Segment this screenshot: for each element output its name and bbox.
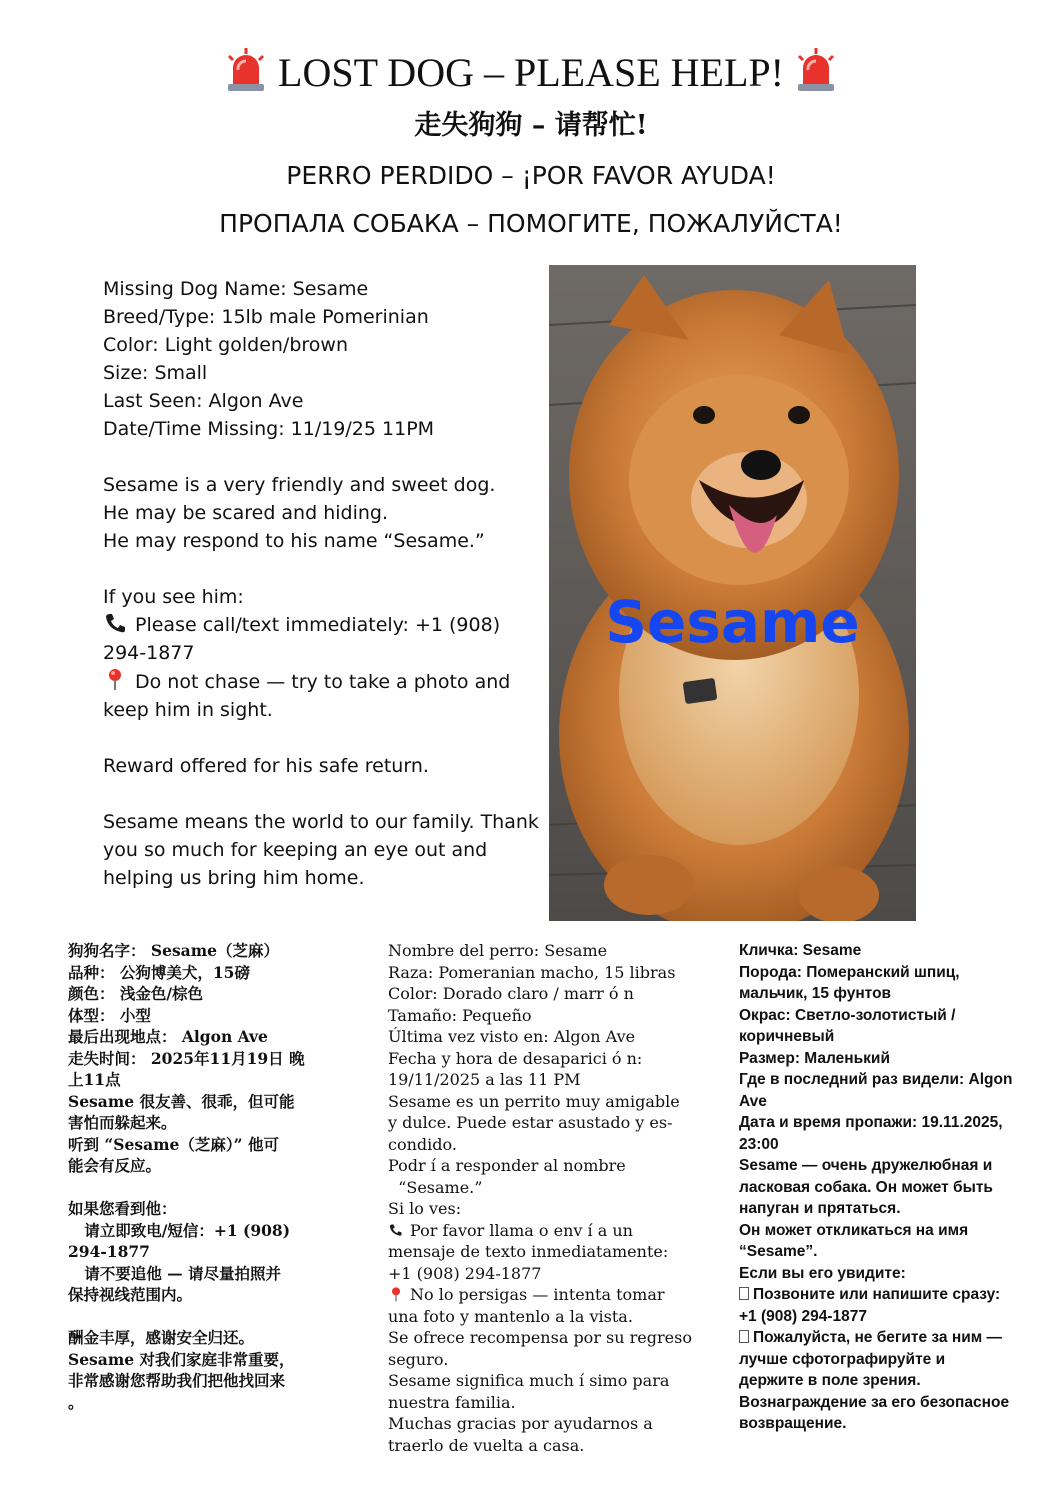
text-line: mensaje de texto inmediatamente: (388, 1242, 669, 1261)
if-you-see-him: If you see him: (103, 586, 244, 608)
text-line: +1 (908) 294-1877 (739, 1307, 867, 1325)
text-line: Если вы его увидите: (739, 1264, 906, 1282)
text-line: 非常感谢您帮助我们把他找回来 (68, 1371, 286, 1390)
text-line: Sesame 很友善、很乖，但可能 (68, 1091, 295, 1111)
text-line: Размер: Маленький (739, 1049, 890, 1067)
text-line: 狗狗名字： Sesame（芝麻） (68, 941, 279, 960)
text-line: Nombre del perro: Sesame (388, 941, 608, 960)
text-line: коричневый (739, 1028, 835, 1045)
text-line: Вознаграждение за его безопасное (739, 1393, 1010, 1411)
text-line: 19/11/2025 a las 11 PM (388, 1070, 581, 1089)
dog-photo (549, 265, 916, 921)
chase-instruction: Do not chase — try to take a photo and keep him in sight. (103, 667, 543, 724)
text-line: Sesame 对我们家庭非常重要， (68, 1349, 295, 1369)
text-line: напуган и прятаться. (739, 1200, 901, 1217)
text-line: 走失时间： 2025年11月19日 晚 (68, 1048, 305, 1068)
text-line: Ave (739, 1092, 767, 1110)
siren-icon (224, 46, 268, 92)
chinese-column (68, 940, 330, 1413)
dog-color: Color: Light golden/brown (103, 334, 348, 356)
description-line: He may be scared and hiding. (103, 502, 388, 524)
title-zh: 走失狗狗 – 请帮忙! (414, 110, 648, 141)
title-ru: ПРОПАЛА СОБАКА – ПОМОГИТЕ, ПОЖАЛУЙСТА! (219, 209, 843, 238)
dog-size: Size: Small (103, 362, 208, 384)
english-details (103, 275, 543, 892)
text-line: Por favor llama o env í a un (388, 1220, 708, 1242)
text-line: Última vez visto en: Algon Ave (388, 1027, 636, 1046)
text-line: “Sesame”. (739, 1243, 818, 1260)
text-line: Где в последний раз видели: Algon (739, 1071, 1013, 1088)
text-line: Он может откликаться на имя (739, 1221, 969, 1239)
text-line: Окрас: Светло-золотистый / (739, 1006, 956, 1024)
dog-breed: Breed/Type: 15lb male Pomerinian (103, 306, 429, 328)
text-line: Дата и время пропажи: 19.11.2025, (739, 1114, 1003, 1131)
title-en-row (0, 46, 1062, 99)
text-line: Пожалуйста, не бегите за ним — (739, 1327, 1031, 1349)
text-line: Podr í a responder al nombre (388, 1156, 626, 1175)
title-es: PERRO PERDIDO – ¡POR FAVOR AYUDA! (286, 161, 776, 190)
text-line: 体型： 小型 (68, 1005, 151, 1025)
text-line: мальчик, 15 фунтов (739, 985, 892, 1002)
russian-column (739, 940, 1031, 1435)
text-line: Si lo ves: (388, 1199, 462, 1218)
text-line: 酬金丰厚，感谢安全归还。 (68, 1328, 255, 1347)
text-line: seguro. (388, 1349, 449, 1369)
text-line: 请不要追他 — 请尽量拍照并 (68, 1263, 281, 1283)
text-line: Fecha y hora de desaparici ó n: (388, 1048, 643, 1068)
text-line: Raza: Pomeranian macho, 15 libras (388, 962, 676, 982)
missing-glyph-icon (739, 1330, 749, 1343)
text-line: y dulce. Puede estar asustado y es- (388, 1113, 673, 1132)
description-line: Sesame is a very friendly and sweet dog. (103, 474, 496, 496)
spacer (68, 1306, 330, 1328)
dog-name: Missing Dog Name: Sesame (103, 278, 369, 300)
text-line: condido. (388, 1134, 457, 1154)
pin-icon (103, 667, 127, 691)
text-line: Se ofrece recompensa por su regreso (388, 1328, 692, 1347)
text-line: 294-1877 (68, 1242, 150, 1261)
text-line: 上11点 (68, 1070, 121, 1089)
photo-name-label: Sesame (605, 588, 860, 656)
reward-text: Reward offered for his safe return. (103, 755, 429, 777)
text-line: traerlo de vuelta a casa. (388, 1435, 585, 1455)
text-line: 请立即致电/短信：+1 (908) (68, 1220, 291, 1240)
text-line: Позвоните или напишите сразу: (739, 1284, 1031, 1306)
call-instruction: Please call/text immediately: +1 (908) 294-1877 (103, 614, 501, 664)
description-line: He may respond to his name “Sesame.” (103, 530, 485, 552)
text-line: 颜色： 浅金色/棕色 (68, 984, 204, 1003)
thanks-text: Sesame means the world to our family. Thank you so much for keeping an eye out and helping us bring him home. (103, 811, 539, 889)
text-line: 害怕而躲起来。 (68, 1113, 177, 1132)
phone-icon (103, 612, 129, 634)
spacer (68, 1177, 330, 1199)
spanish-column (388, 940, 708, 1456)
text-line: 听到 “Sesame（芝麻）” 他可 (68, 1134, 279, 1154)
text-line: 保持视线范围内。 (68, 1285, 193, 1304)
text-line: 最后出现地点： Algon Ave (68, 1027, 268, 1046)
text-line: Muchas gracias por ayudarnos a (388, 1414, 653, 1433)
text-line: una foto y mantenlo a la vista. (388, 1306, 633, 1326)
siren-icon (794, 46, 838, 92)
text-line: +1 (908) 294-1877 (388, 1263, 542, 1283)
text-line: nuestra familia. (388, 1392, 516, 1412)
text-line: 。 (68, 1392, 84, 1412)
text-line: Sesame — очень дружелюбная и (739, 1157, 993, 1174)
text-line: лучше сфотографируйте и (739, 1350, 946, 1368)
text-line: 如果您看到他： (68, 1199, 177, 1218)
text-line: 23:00 (739, 1135, 779, 1153)
missing-glyph-icon (739, 1287, 749, 1300)
text-line: держите в поле зрения. (739, 1372, 921, 1389)
last-seen: Last Seen: Algon Ave (103, 390, 304, 412)
text-line: Color: Dorado claro / marr ó n (388, 984, 634, 1003)
date-missing: Date/Time Missing: 11/19/25 11PM (103, 418, 435, 440)
text-line: “Sesame.” (388, 1177, 483, 1197)
text-line: Tamaño: Pequeño (388, 1005, 532, 1025)
text-line: No lo persigas — intenta tomar (388, 1284, 708, 1306)
text-line: возвращение. (739, 1415, 847, 1432)
phone-icon (388, 1222, 404, 1238)
text-line: Порода: Померанский шпиц, (739, 963, 960, 981)
page-title: LOST DOG – PLEASE HELP! (278, 50, 784, 95)
pin-icon (388, 1286, 404, 1302)
text-line: 品种： 公狗博美犬，15磅 (68, 962, 250, 982)
text-line: Sesame es un perrito muy amigable (388, 1091, 680, 1111)
text-line: Кличка: Sesame (739, 942, 862, 959)
text-line: 能会有反应。 (68, 1156, 162, 1175)
text-line: ласковая собака. Он может быть (739, 1178, 993, 1196)
text-line: Sesame significa much í simo para (388, 1371, 670, 1390)
